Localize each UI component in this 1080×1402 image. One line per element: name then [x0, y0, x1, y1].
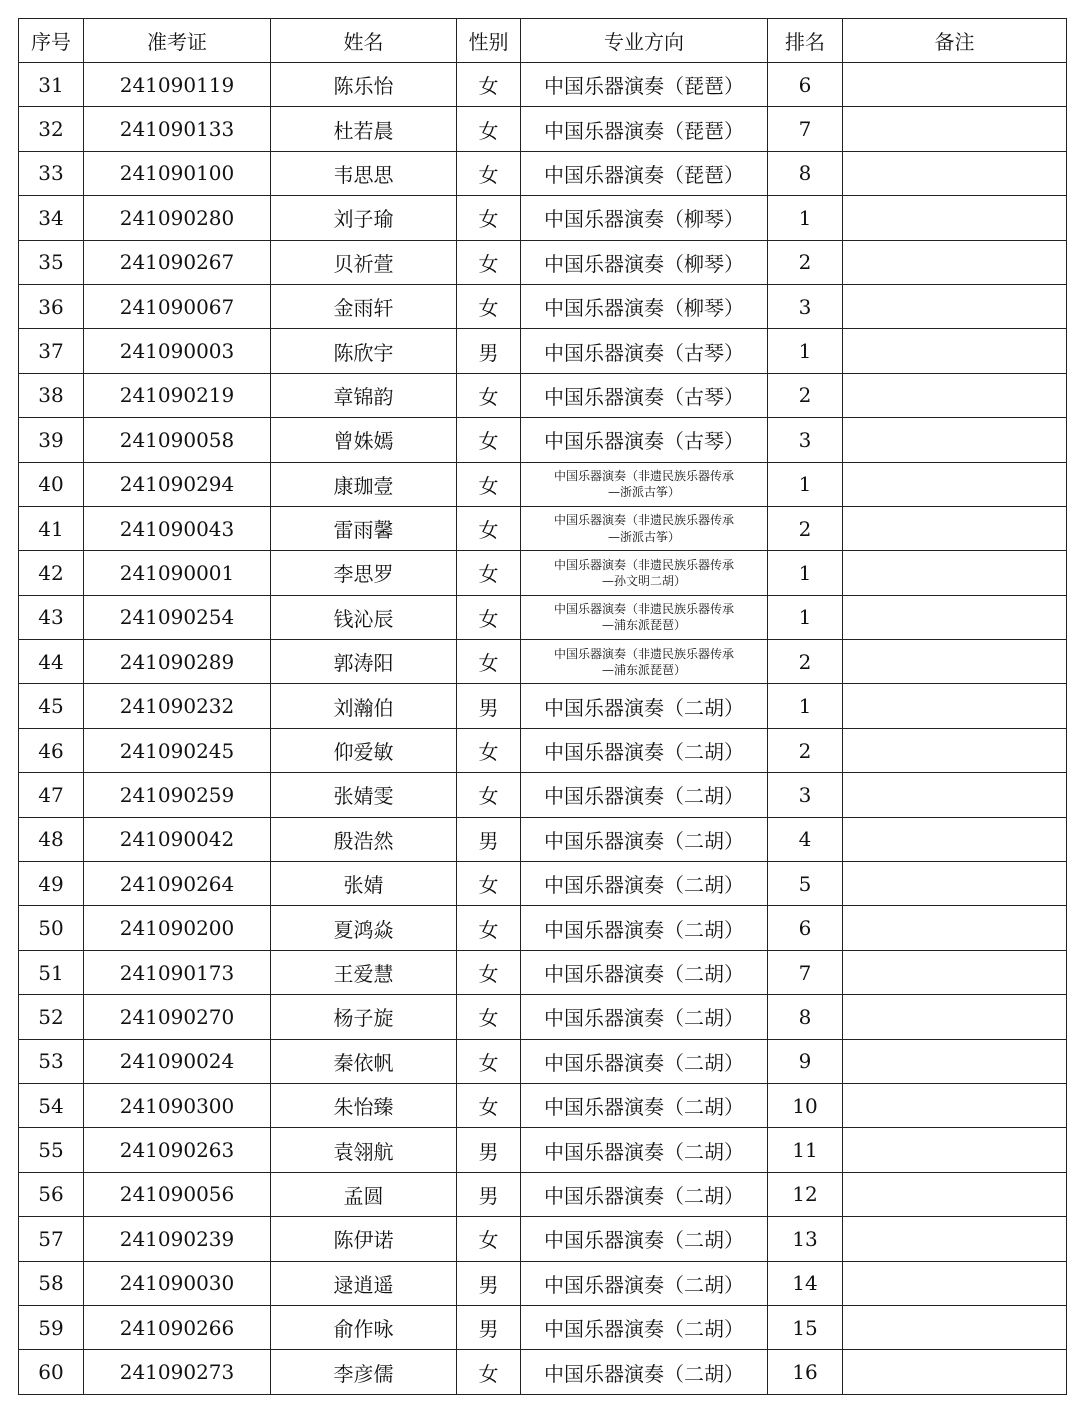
row-note: [843, 63, 1067, 107]
row-rank: 2: [768, 240, 843, 284]
row-rank: 14: [768, 1261, 843, 1305]
row-exam-id: 241090239: [84, 1217, 271, 1261]
row-name: 刘瀚伯: [271, 684, 457, 728]
row-major: [521, 462, 768, 506]
row-major-line2: —孙文明二胡）: [601, 573, 686, 588]
header-no: 序号: [19, 19, 84, 63]
row-no: 53: [19, 1039, 84, 1083]
row-note: [843, 950, 1067, 994]
row-exam-id: 241090270: [84, 995, 271, 1039]
row-rank: 2: [768, 373, 843, 417]
row-no: 55: [19, 1128, 84, 1172]
row-exam-id: 241090030: [84, 1261, 271, 1305]
table-row: [19, 684, 1067, 728]
row-no: 47: [19, 773, 84, 817]
row-sex: 男: [457, 1261, 521, 1305]
row-exam-id: 241090100: [84, 151, 271, 195]
row-rank: 4: [768, 817, 843, 861]
row-exam-id: 241090119: [84, 63, 271, 107]
row-exam-id: 241090042: [84, 817, 271, 861]
row-major: 中国乐器演奏（二胡）: [521, 773, 768, 817]
row-exam-id: 241090267: [84, 240, 271, 284]
header-note: 备注: [843, 19, 1067, 63]
row-name: 俞作咏: [271, 1305, 457, 1349]
row-sex: 女: [457, 728, 521, 772]
row-note: [843, 506, 1067, 550]
row-exam-id: 241090232: [84, 684, 271, 728]
row-name: 杨子旋: [271, 995, 457, 1039]
table-row: [19, 107, 1067, 151]
row-note: [843, 1350, 1067, 1394]
row-no: 37: [19, 329, 84, 373]
row-major: [521, 640, 768, 684]
row-rank: 1: [768, 684, 843, 728]
row-name: 殷浩然: [271, 817, 457, 861]
row-rank: 12: [768, 1172, 843, 1216]
row-note: [843, 1128, 1067, 1172]
row-no: 60: [19, 1350, 84, 1394]
row-rank: 1: [768, 595, 843, 639]
row-note: [843, 196, 1067, 240]
row-exam-id: 241090266: [84, 1305, 271, 1349]
row-name: 钱沁辰: [271, 595, 457, 639]
row-no: 56: [19, 1172, 84, 1216]
header-row: [19, 19, 1067, 63]
row-major: 中国乐器演奏（琵琶）: [521, 151, 768, 195]
row-major-line2: —浙派古筝）: [607, 529, 680, 544]
row-no: 34: [19, 196, 84, 240]
row-name: 陈伊诺: [271, 1217, 457, 1261]
row-rank: 2: [768, 506, 843, 550]
row-major: 中国乐器演奏（二胡）: [521, 1128, 768, 1172]
row-name: 仰爱敏: [271, 728, 457, 772]
row-no: 52: [19, 995, 84, 1039]
row-major: 中国乐器演奏（古琴）: [521, 373, 768, 417]
row-sex: 女: [457, 1039, 521, 1083]
row-major: 中国乐器演奏（二胡）: [521, 1172, 768, 1216]
row-note: [843, 1039, 1067, 1083]
table-row: [19, 817, 1067, 861]
table-row: [19, 373, 1067, 417]
header-sex: 性别: [457, 19, 521, 63]
row-exam-id: 241090173: [84, 950, 271, 994]
row-rank: 5: [768, 862, 843, 906]
row-rank: 15: [768, 1305, 843, 1349]
row-name: 刘子瑜: [271, 196, 457, 240]
row-sex: 女: [457, 595, 521, 639]
row-major-line1: 中国乐器演奏（非遗民族乐器传承: [553, 469, 734, 484]
row-major: 中国乐器演奏（柳琴）: [521, 240, 768, 284]
row-name: 陈欣宇: [271, 329, 457, 373]
row-exam-id: 241090024: [84, 1039, 271, 1083]
row-no: 40: [19, 462, 84, 506]
row-name: 郭涛阳: [271, 640, 457, 684]
row-exam-id: 241090043: [84, 506, 271, 550]
table-row: [19, 151, 1067, 195]
row-note: [843, 373, 1067, 417]
header-rank: 排名: [768, 19, 843, 63]
row-major: 中国乐器演奏（二胡）: [521, 1350, 768, 1394]
row-rank: 1: [768, 196, 843, 240]
row-note: [843, 418, 1067, 462]
row-rank: 3: [768, 418, 843, 462]
row-major-line1: 中国乐器演奏（非遗民族乐器传承: [553, 513, 734, 528]
row-note: [843, 329, 1067, 373]
header-major: 专业方向: [521, 19, 768, 63]
row-major: 中国乐器演奏（二胡）: [521, 728, 768, 772]
row-no: 38: [19, 373, 84, 417]
table-row: [19, 950, 1067, 994]
row-name: 李彦儒: [271, 1350, 457, 1394]
row-rank: 7: [768, 950, 843, 994]
table-row: [19, 1128, 1067, 1172]
row-name: 张婧: [271, 862, 457, 906]
table-row: [19, 862, 1067, 906]
row-major: 中国乐器演奏（二胡）: [521, 1039, 768, 1083]
row-note: [843, 1172, 1067, 1216]
row-exam-id: 241090280: [84, 196, 271, 240]
row-note: [843, 462, 1067, 506]
row-exam-id: 241090056: [84, 1172, 271, 1216]
row-note: [843, 862, 1067, 906]
table-row: [19, 196, 1067, 240]
row-major: 中国乐器演奏（二胡）: [521, 1305, 768, 1349]
row-note: [843, 817, 1067, 861]
table-row: [19, 1039, 1067, 1083]
row-exam-id: 241090200: [84, 906, 271, 950]
row-no: 44: [19, 640, 84, 684]
table-row: [19, 1172, 1067, 1216]
row-sex: 女: [457, 373, 521, 417]
row-no: 45: [19, 684, 84, 728]
row-name: 韦思思: [271, 151, 457, 195]
table-row: [19, 418, 1067, 462]
row-sex: 女: [457, 862, 521, 906]
row-no: 48: [19, 817, 84, 861]
row-major: 中国乐器演奏（二胡）: [521, 862, 768, 906]
row-no: 36: [19, 284, 84, 328]
row-note: [843, 640, 1067, 684]
row-sex: 女: [457, 640, 521, 684]
row-rank: 1: [768, 462, 843, 506]
row-exam-id: 241090294: [84, 462, 271, 506]
row-no: 58: [19, 1261, 84, 1305]
row-rank: 6: [768, 906, 843, 950]
row-note: [843, 1305, 1067, 1349]
row-rank: 11: [768, 1128, 843, 1172]
table-row: [19, 1305, 1067, 1349]
row-note: [843, 1217, 1067, 1261]
row-name: 秦依帆: [271, 1039, 457, 1083]
row-exam-id: 241090259: [84, 773, 271, 817]
row-name: 张婧雯: [271, 773, 457, 817]
table-row: [19, 462, 1067, 506]
row-rank: 1: [768, 329, 843, 373]
row-major-line2: —浙派古筝）: [607, 485, 680, 500]
row-sex: 女: [457, 1350, 521, 1394]
row-rank: 7: [768, 107, 843, 151]
row-name: 朱怡臻: [271, 1083, 457, 1127]
row-rank: 8: [768, 995, 843, 1039]
row-no: 41: [19, 506, 84, 550]
row-major: [521, 506, 768, 550]
row-sex: 女: [457, 196, 521, 240]
row-rank: 3: [768, 284, 843, 328]
row-name: 李思罗: [271, 551, 457, 595]
table-row: [19, 640, 1067, 684]
row-sex: 女: [457, 906, 521, 950]
row-note: [843, 906, 1067, 950]
row-no: 57: [19, 1217, 84, 1261]
header-name: 姓名: [271, 19, 457, 63]
row-rank: 13: [768, 1217, 843, 1261]
row-major: 中国乐器演奏（古琴）: [521, 418, 768, 462]
row-rank: 1: [768, 551, 843, 595]
row-sex: 女: [457, 995, 521, 1039]
row-sex: 男: [457, 684, 521, 728]
row-no: 51: [19, 950, 84, 994]
row-note: [843, 773, 1067, 817]
row-sex: 女: [457, 418, 521, 462]
row-major-line2: —浦东派琵琶）: [601, 662, 686, 677]
row-major-line1: 中国乐器演奏（非遗民族乐器传承: [553, 646, 734, 661]
row-exam-id: 241090254: [84, 595, 271, 639]
table-row: [19, 1261, 1067, 1305]
row-sex: 女: [457, 284, 521, 328]
row-major: 中国乐器演奏（二胡）: [521, 950, 768, 994]
row-exam-id: 241090273: [84, 1350, 271, 1394]
row-major: 中国乐器演奏（二胡）: [521, 906, 768, 950]
row-sex: 女: [457, 240, 521, 284]
row-exam-id: 241090245: [84, 728, 271, 772]
row-note: [843, 1261, 1067, 1305]
table-row: [19, 728, 1067, 772]
results-table: [18, 18, 1067, 1395]
row-exam-id: 241090067: [84, 284, 271, 328]
row-no: 59: [19, 1305, 84, 1349]
row-exam-id: 241090264: [84, 862, 271, 906]
row-rank: 9: [768, 1039, 843, 1083]
row-sex: 女: [457, 551, 521, 595]
row-sex: 女: [457, 1217, 521, 1261]
table-row: [19, 1083, 1067, 1127]
row-major: 中国乐器演奏（二胡）: [521, 1261, 768, 1305]
row-no: 42: [19, 551, 84, 595]
row-note: [843, 284, 1067, 328]
row-major: [521, 551, 768, 595]
row-exam-id: 241090003: [84, 329, 271, 373]
row-major: 中国乐器演奏（古琴）: [521, 329, 768, 373]
header-id: 准考证: [84, 19, 271, 63]
row-exam-id: 241090133: [84, 107, 271, 151]
row-exam-id: 241090300: [84, 1083, 271, 1127]
row-major: 中国乐器演奏（二胡）: [521, 817, 768, 861]
row-sex: 女: [457, 151, 521, 195]
row-sex: 女: [457, 950, 521, 994]
row-sex: 男: [457, 1172, 521, 1216]
row-major: 中国乐器演奏（琵琶）: [521, 107, 768, 151]
table-row: [19, 1217, 1067, 1261]
row-name: 雷雨馨: [271, 506, 457, 550]
row-name: 金雨轩: [271, 284, 457, 328]
row-note: [843, 595, 1067, 639]
row-exam-id: 241090001: [84, 551, 271, 595]
table-row: [19, 63, 1067, 107]
row-note: [843, 151, 1067, 195]
row-name: 曾姝嫣: [271, 418, 457, 462]
row-sex: 女: [457, 107, 521, 151]
table-row: [19, 1350, 1067, 1394]
row-name: 孟圆: [271, 1172, 457, 1216]
row-major: 中国乐器演奏（柳琴）: [521, 196, 768, 240]
row-sex: 男: [457, 1128, 521, 1172]
table-row: [19, 284, 1067, 328]
row-rank: 6: [768, 63, 843, 107]
row-major: 中国乐器演奏（二胡）: [521, 684, 768, 728]
row-note: [843, 995, 1067, 1039]
row-name: 章锦韵: [271, 373, 457, 417]
row-no: 54: [19, 1083, 84, 1127]
row-name: 夏鸿焱: [271, 906, 457, 950]
row-major: 中国乐器演奏（二胡）: [521, 1083, 768, 1127]
row-rank: 16: [768, 1350, 843, 1394]
row-no: 39: [19, 418, 84, 462]
row-name: 逯逍遥: [271, 1261, 457, 1305]
row-sex: 女: [457, 506, 521, 550]
row-name: 贝祈萱: [271, 240, 457, 284]
row-name: 康珈壹: [271, 462, 457, 506]
row-major: 中国乐器演奏（柳琴）: [521, 284, 768, 328]
table-row: [19, 595, 1067, 639]
table-row: [19, 329, 1067, 373]
row-no: 35: [19, 240, 84, 284]
row-note: [843, 240, 1067, 284]
row-no: 50: [19, 906, 84, 950]
row-no: 32: [19, 107, 84, 151]
row-note: [843, 684, 1067, 728]
row-no: 46: [19, 728, 84, 772]
table-row: [19, 773, 1067, 817]
row-major-line2: —浦东派琵琶）: [601, 618, 686, 633]
row-no: 31: [19, 63, 84, 107]
row-major: 中国乐器演奏（琵琶）: [521, 63, 768, 107]
row-name: 杜若晨: [271, 107, 457, 151]
table-row: [19, 906, 1067, 950]
row-sex: 女: [457, 773, 521, 817]
row-sex: 女: [457, 462, 521, 506]
row-major: 中国乐器演奏（二胡）: [521, 1217, 768, 1261]
row-sex: 男: [457, 329, 521, 373]
row-major: [521, 595, 768, 639]
row-rank: 8: [768, 151, 843, 195]
row-exam-id: 241090289: [84, 640, 271, 684]
row-exam-id: 241090263: [84, 1128, 271, 1172]
row-rank: 2: [768, 728, 843, 772]
row-sex: 男: [457, 817, 521, 861]
row-note: [843, 728, 1067, 772]
table-row: [19, 506, 1067, 550]
row-note: [843, 1083, 1067, 1127]
row-rank: 3: [768, 773, 843, 817]
row-exam-id: 241090058: [84, 418, 271, 462]
row-sex: 女: [457, 1083, 521, 1127]
row-note: [843, 107, 1067, 151]
table-row: [19, 995, 1067, 1039]
row-sex: 女: [457, 63, 521, 107]
row-no: 49: [19, 862, 84, 906]
row-no: 43: [19, 595, 84, 639]
row-no: 33: [19, 151, 84, 195]
row-name: 王爱慧: [271, 950, 457, 994]
row-rank: 10: [768, 1083, 843, 1127]
row-rank: 2: [768, 640, 843, 684]
row-major-line1: 中国乐器演奏（非遗民族乐器传承: [553, 602, 734, 617]
table-row: [19, 240, 1067, 284]
row-name: 袁翎航: [271, 1128, 457, 1172]
row-exam-id: 241090219: [84, 373, 271, 417]
row-major-line1: 中国乐器演奏（非遗民族乐器传承: [553, 557, 734, 572]
row-note: [843, 551, 1067, 595]
row-major: 中国乐器演奏（二胡）: [521, 995, 768, 1039]
table-row: [19, 551, 1067, 595]
row-sex: 男: [457, 1305, 521, 1349]
row-name: 陈乐怡: [271, 63, 457, 107]
